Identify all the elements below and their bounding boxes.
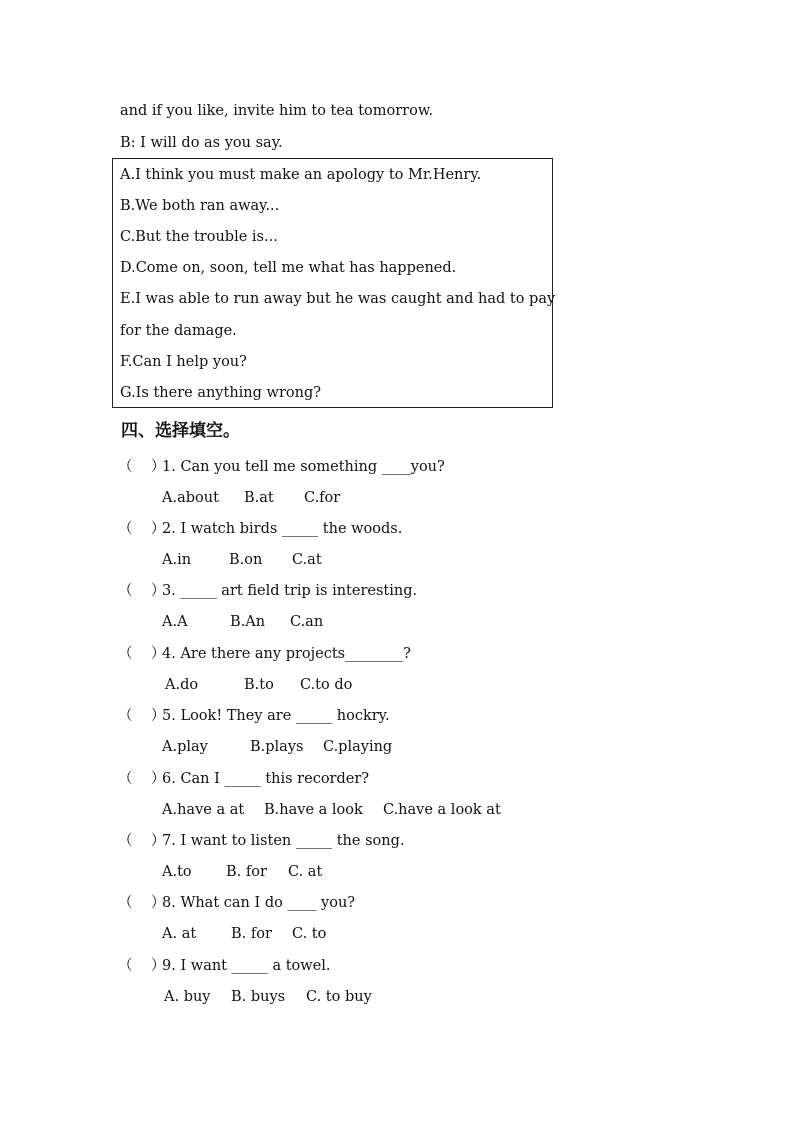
question-text: 6. Can I _____ this recorder? [162,771,370,787]
section-title: 四、选择填空。 [121,421,240,441]
option-c: C.But the trouble is... [120,229,278,245]
answer-blank[interactable]: （ ） [118,771,166,787]
answer-blank[interactable]: （ ） [118,521,166,537]
question-text: 4. Are there any projects________? [162,646,411,662]
dialogue-line-1: and if you like, invite him to tea tomorrow. [120,103,434,119]
choice-a: A.have a at [162,802,245,818]
question-text: 3. _____ art field trip is interesting. [162,583,418,599]
option-a: A.I think you must make an apology to Mr.Henry. [120,167,482,183]
choice-b: B. buys [231,989,286,1005]
choice-b: B.An [230,614,266,630]
answer-blank[interactable]: （ ） [118,583,166,599]
choice-a: A.to [162,864,192,880]
answer-blank[interactable]: （ ） [118,958,166,974]
choice-b: B.have a look [264,802,363,818]
choice-b: B.plays [250,739,304,755]
choice-a: A.A [162,614,188,630]
choice-c: C.to do [300,677,353,693]
answer-blank[interactable]: （ ） [118,459,166,475]
choice-b: B. for [226,864,267,880]
question-text: 5. Look! They are _____ hockry. [162,708,390,724]
choice-b: B. for [231,926,272,942]
answer-blank[interactable]: （ ） [118,895,166,911]
choice-a: A. buy [164,989,211,1005]
question-text: 8. What can I do ____ you? [162,895,356,911]
choice-c: C.have a look at [383,802,501,818]
option-e-line-2: for the damage. [120,323,237,339]
choice-a: A.about [162,490,219,506]
option-g: G.Is there anything wrong? [120,385,321,401]
answer-blank[interactable]: （ ） [118,708,166,724]
choice-a: A.play [162,739,208,755]
question-text: 1. Can you tell me something ____you? [162,459,445,475]
choice-c: C. to [292,926,327,942]
question-text: 2. I watch birds _____ the woods. [162,521,403,537]
choice-c: C.for [304,490,341,506]
option-d: D.Come on, soon, tell me what has happened. [120,260,457,276]
choice-b: B.to [244,677,274,693]
option-b: B.We both ran away... [120,198,280,214]
choice-a: A.in [162,552,192,568]
answer-blank[interactable]: （ ） [118,833,166,849]
question-text: 9. I want _____ a towel. [162,958,331,974]
option-f: F.Can I help you? [120,354,247,370]
choice-c: C.playing [323,739,393,755]
option-e-line-1: E.I was able to run away but he was caught and had to pay [120,291,556,307]
choice-b: B.on [229,552,263,568]
choice-a: A.do [165,677,199,693]
dialogue-line-2: B: I will do as you say. [120,135,283,151]
choice-a: A. at [162,926,197,942]
choice-c: C. at [288,864,323,880]
choice-b: B.at [244,490,274,506]
question-text: 7. I want to listen _____ the song. [162,833,405,849]
choice-c: C.at [292,552,322,568]
answer-blank[interactable]: （ ） [118,646,166,662]
choice-c: C. to buy [306,989,372,1005]
choice-c: C.an [290,614,324,630]
